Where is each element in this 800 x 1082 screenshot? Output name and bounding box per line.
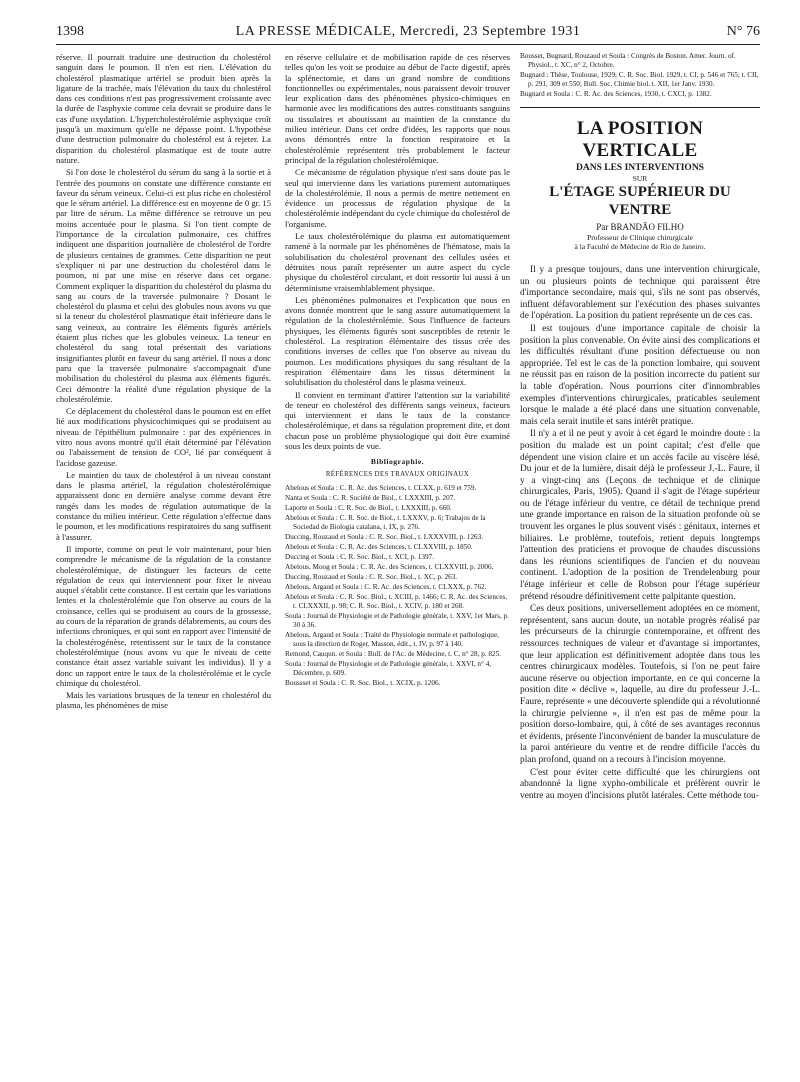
paragraph: Le maintien du taux de cholestérol à un niveau constant dans le plasma artériel, la régulation cholestérolémique apparaissent donc en dernière analyse comme devant être rangés dans les modes de régulation automatique de la constance du milieu intérieur. Cette régulation s'effectue dans le poumon, et les modifications respiratoires du sang suffisent à l'assurer.	[56, 469, 271, 542]
article-heading	[520, 118, 760, 251]
article-title: LA POSITION VERTICALE	[576, 118, 704, 161]
bibliography-subheading: RÉFÉRENCES DES TRAVAUX ORIGINAUX	[325, 470, 470, 478]
reference-item: Abelous, Moog et Soula : C. R. Ac. des Sciences, t. CLXXVIII, p. 2006.	[285, 562, 494, 571]
column-1	[56, 52, 271, 1072]
paragraph: Ces deux positions, universellement adoptées en ce moment, représentent, sans aucun doute, un notable progrès réalisé par les précurseurs de la chirurgie contemporaine, et offrent des ressources techniques de valeur et d'avantage si importantes, que leur application est définitivement adoptée dans tous les centres chirurgicaux modèles. Toutefois, si l'on ne peut faire aucune réserve ou objection importante, en ce qui concerne la position dite « déclive », laquelle, au dire du professeur J.-L. Faure, représente « une découverte splendide qui a révolutionné la chirurgie pelvienne », il n'en est pas de même pour la position dorso-lombaire, qui, à côté de ses avantages reconnus et évidents, présente l'inconvénient de bander la musculature de la paroi antérieure du ventre et de rendre difficile l'accès du plan profond, quand on a recours à l'incision moyenne.	[520, 604, 760, 765]
reference-item: Abelous et Soula : C. R. Soc. de Biol., t. LXXXV, p. 6; Trabajos de la Sociedad de Biologia catalana, t. IX, p. 276.	[285, 513, 486, 531]
reference-item: Bugnard : Thèse, Toulouse, 1929; C. R. Soc. Biol. 1929, t. CI, p. 546 et 765; t. CII, p. 291, 309 et 550; Bull. Soc. Chimie biol. t. XII, 1er Janv. 1930.	[520, 71, 759, 88]
reference-item: Abelous, Argaud et Soula : C. R. Ac. des Sciences, t. CLXXX, p. 762.	[285, 582, 487, 591]
journal-title: LA PRESSE MÉDICALE, Mercredi, 23 Septembre 1931	[235, 24, 581, 39]
reference-item: Duccing et Soula : C. R. Soc. Biol., t. XCI, p. 1397.	[285, 552, 434, 561]
reference-item: Duccing, Rouzaud et Soula : C. R. Soc. Biol., t. LXXXVIII, p. 1263.	[285, 532, 484, 541]
paragraph: Il importe, comme on peut le voir maintenant, pour bien comprendre le mécanisme de la régulation de la constance cholestérolémique, de distinguer les facteurs de cette régulation de ceux qui interviennent pour fixer le niveau auquel s'établit cette constance. Il est certain que les variations lentes et la cholestérolémie que l'on observe au cours de la croissance, celles qui se produisent au cours de la grossesse, au cours de la réparation de grands délabrements, au cours des infections chroniques, et qui sont en rapport avec l'intensité de la cholestérogénèse, retentissent sur le taux de la constance cholestérolémique (nous avons vu que le niveau de cette constance était assez variable suivant les individus). Il y a donc un rapport entre le taux de la cholestérolémie et le cycle chimique du cholestérol.	[56, 543, 271, 688]
paragraph: en réserve cellulaire et de mobilisation rapide de ces réserves telles qu'on les voit se produire au début de l'acte digestif, après la splénectomie, et dans un grand nombre de conditions fonctionnelles ou expérimentales, nous paraissent devoir trouver leur explication dans des phénomènes physico-chimiques en harmonie avec les modifications des autres constituants sanguins ou tissulaires et aboutissant au maintien de la constance du milieu intérieur. Dans cet ordre d'idées, les rapports que nous avons démontrés entre la fonction respiratoire et la cholestérolémie représentent très probablement le facteur principal de la régulation cholestérolémique.	[285, 52, 510, 165]
reference-item: Soula : Journal de Physiologie et de Pathologie générale, t. XXV, 1er Mars, p. 30 à 36.	[285, 611, 509, 629]
reference-item: Abelous et Soula : C. R. Ac. des Sciences, t. CLXX, p. 619 et 759.	[285, 483, 477, 492]
paragraph: Ce déplacement du cholestérol dans le poumon est en effet lié aux modifications physicochimiques qui se produisent au niveau de l'épithélium pulmonaire : par des expériences in vitro nous avons montré qu'il était déterminé par l'élévation ou l'abaissement de tension de CO², lié par conséquent à l'acidose gazeuse.	[56, 406, 271, 468]
reference-item: Abelous et Soula : C. R. Ac. des Sciences, t. CLXXVIII, p. 1850.	[285, 542, 473, 551]
reference-item: Abelous et Soula : C. R. Soc. Biol., t. XCIII, p. 1466; C. R. Ac. des Sciences, t. CLXXXII, p. 98; C. R. Soc. Biol., t. XCIV, p. 180 et 268.	[285, 592, 508, 610]
paragraph: Ce mécanisme de régulation physique n'est sans doute pas le seul qui intervienne dans les variations purement automatiques de la cholestérolémie. Il nous a permis de mettre nettement en évidence un processus de régulation physique de la cholestérolémie indépendant du cycle chimique du cholestérol de l'organisme.	[285, 167, 510, 229]
article-connector: SUR	[632, 174, 648, 183]
bibliography-heading: Bibliographie.	[370, 457, 425, 467]
paragraph: Il y a presque toujours, dans une intervention chirurgicale, un ou plusieurs points de technique qui paraissent être d'importance secondaire, mais qui, s'ils ne sont pas observés, influent défavorablement sur l'exécution des phases suivantes de l'opération. La position du patient représente un de ces cas.	[520, 265, 760, 322]
paragraph: Mais les variations brusques de la teneur en cholestérol du plasma, les phénomènes de mise	[56, 690, 271, 711]
author-affiliation: à la Faculté de Médecine de Rio de Janeiro.	[574, 242, 706, 251]
issue-number: N° 76	[726, 24, 760, 39]
reference-item: Boussset et Soula : C. R. Soc. Biol., t. XCIX, p. 1206.	[285, 678, 441, 687]
reference-item: Nanta et Soula : C. R. Société de Biol., t. LXXXIII, p. 207.	[285, 493, 456, 502]
paragraph: Il n'y a et il ne peut y avoir à cet égard le moindre doute : la position du malade est un point capital; c'est d'elle que dépendent une vision claire et un accès facile au viscère lésé. Du jour et de la lumière, disait déjà le professeur J.-L. Faure, il y a vingt-cinq ans (Leçons de technique et de clinique chirurgicales, Paris, 1905). Quand il s'agit de l'étage supérieur ou de l'étage inférieur du ventre, ce détail de technique prend une grande importance en raison de la situation profonde où se trouvent les organes le plus souvent visés : génitaux, internes et biliaires. Le problème, toutefois, retient depuis longtemps l'attention des praticiens et provoque de chaudes discussions dans les réunions scientifiques de l'ancien et du nouveau continent. L'adoption de la position de Trendelenburg pour l'étage inférieur et celle de Robson pour l'étage supérieur prétend résoudre définitivement cette palpitante question.	[520, 429, 760, 602]
paragraph: Il est toujours d'une importance capitale de choisir la position la plus convenable. On évite ainsi des complications et les difficultés résultant d'une position défectueuse ou non appropriée. Tel est le cas de la ponction lombaire, qui souvent ne réussit pas en raison de la position incorrecte du patient sur la table d'opération. Nous pourrions citer d'innombrables exemples d'interventions chirurgicales, praticables seulement lorsque le malade a été placé dans une situation convenable, mais cela serait inutile et sans intérêt pratique.	[520, 323, 760, 427]
reference-item: Remond, Cauqun. et Soula : Bull. de l'Ac. de Médecine, t. C, n° 28, p. 825.	[285, 649, 501, 658]
paragraph: réserve. Il pourrait traduire une destruction du cholestérol sanguin dans le poumon. Il n'en est rien. L'élévation du cholestérol plasmatique artériel se produit bien après la ligature de la trachée, mais l'élévation du taux du cholestérol dans ces conditions n'est pas progressivement croissante avec la durée de l'asphyxie comme cela devrait se produire dans le cas d'une oxydation. L'hypercholestérolémie asphyxique croît jusqu'à un maximum qu'elle ne dépasse point. L'hypothèse d'une destruction pulmonaire du cholestérol est à rejeter. La disparition du cholestérol plasmatique est de toute autre nature.	[56, 52, 271, 165]
paragraph: C'est pour éviter cette difficulté que les chirurgiens ont abandonné la ligne xypho-ombilicale et préfèrent ouvrir le ventre au moyen d'incisions plutôt latérales. Cette méthode tou-	[520, 767, 760, 801]
column-3	[520, 52, 760, 1072]
reference-list-continued	[520, 52, 760, 99]
reference-item: Laporte et Soula : C. R. Soc. de Biol., t. LXXXIII, p. 660.	[285, 503, 452, 512]
article-author: Par BRANDÃO FILHO	[596, 222, 684, 232]
page-header	[56, 24, 760, 45]
reference-item: Bousset, Bugnard, Rouzaud et Soula : Congrès de Boston. Amer. Journ. of. Physiol., t. XC, n° 2, Octobre.	[520, 52, 736, 69]
paragraph: Le taux cholestérolémique du plasma est automatiquement ramené à la normale par les phénomènes de l'hématose, mais la solubilisation du cholestérol provenant des cellules usées et détruites nous paraît représenter un autre aspect du cycle physique du cholestérol circulant, et doit ressortir lui aussi à un déterminisme vraisemblablement physique.	[285, 231, 510, 293]
reference-item: Bugnard et Soula : C. R. Ac. des Sciences, 1930, t. CXCI, p. 1382.	[520, 90, 712, 98]
reference-item: Soula : Journal de Physiologie et de Pathologie générale, t. XXVI, n° 4, Décembre, p. 609.	[285, 659, 492, 677]
article-title-line-2: L'ÉTAGE SUPÉRIEUR DU VENTRE	[549, 184, 731, 218]
article-body	[520, 265, 760, 802]
reference-item: Abelous, Argaud et Soula : Traité de Physiologie normale et pathologique, sous la direction de Roger. Masson, édit., t. IV, p. 97 à 140.	[285, 630, 499, 648]
author-affiliation: Professeur de Clinique chirurgicale	[587, 233, 693, 242]
paragraph: Il convient en terminant d'attirer l'attention sur la variabilité de teneur en cholestérol des différents sangs veineux, facteurs qui interviennent et dans le taux de la constance cholestérolémique, et dans sa régulation proprement dite, et dont chacun pose un problème physiologique qui doit être examiné sous les deux points de vue.	[285, 389, 510, 451]
reference-list	[285, 484, 510, 688]
paragraph: Les phénomènes pulmonaires et l'explication que nous en avons donnée montrent que le sang assure automatiquement la régulation de la cholestérolémie. Sous l'influence de facteurs physiques, les éléments figurés sont susceptibles de retenir le cholestérol. La respiration élémentaire des tissus crée des conditions inverses de celles que l'on observe au niveau du poumon. Les modifications physiques du sang résultant de la respiration élémentaire dans les tissus déterminent la solubilisation du cholestérol dans le plasma veineux.	[285, 294, 510, 388]
section-divider	[520, 107, 760, 108]
paragraph: Si l'on dose le cholestérol du sérum du sang à la sortie et à l'entrée des poumons on constate une différence constante en faveur du sérum veineux. Celui-ci est plus riche en cholestérol que le sérum artériel. La différence est en moyenne de 0 gr. 15 par litre de sérum. La même différence se retrouve un peu moins accentuée pour le plasma. Si l'on tient compte de l'importance de la circulation pulmonaire, ces chiffres indiquent une disparition journalière de cholestérol de l'ordre de plusieurs centaines de grammes. Cette disparition ne peut s'expliquer ni par une destruction du cholestérol dans le poumon, ni par une mise en réserve dans cet organe. Comment expliquer la disparition du cholestérol du plasma du sang au cours de la traversée pulmonaire ? Dosant le cholestérol du plasma et celui des globules nous avons vu que si la teneur du cholestérol plasmatique était inférieure dans le sang veineux, au contraire les éléments figurés artériels étaient plus riches que les globules veineux. La teneur en cholestérol du sang total présentait des variations insignifiantes plutôt en faveur du sang artériel. Il nous a donc paru que la traversée pulmonaire s'accompagnait d'une mobilisation du cholestérol du plasma aux éléments figurés. Ceci démontre la réalité d'une régulation physique de la cholestérolémie.	[56, 167, 271, 404]
article-subtitle: DANS LES INTERVENTIONS	[576, 163, 704, 173]
column-2	[285, 52, 510, 1072]
reference-item: Duccing, Rouzaud et Soula : C. R. Soc. Biol., t. XC, p. 263.	[285, 572, 458, 581]
page-number: 1398	[56, 24, 84, 39]
